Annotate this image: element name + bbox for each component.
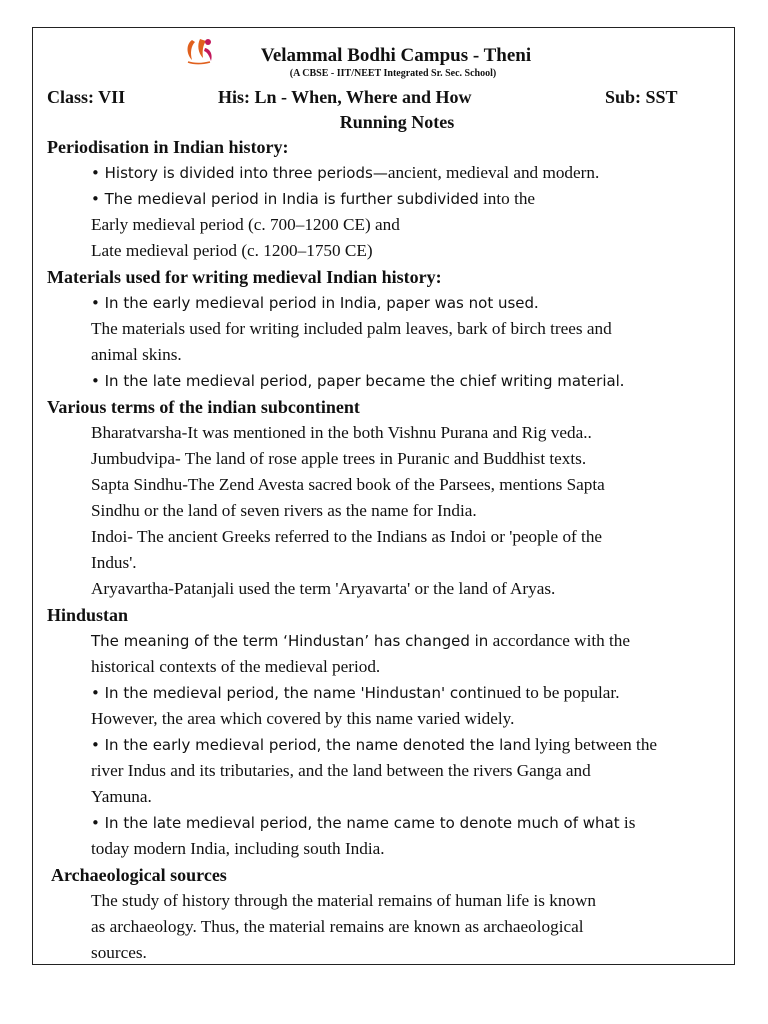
- body-text: is: [619, 813, 636, 832]
- note-line: [47, 186, 727, 212]
- note-line: [47, 420, 727, 446]
- body-text: Late medieval period (c. 1200–1750 CE): [91, 241, 373, 260]
- note-line: [47, 342, 727, 368]
- body-text: Sindhu or the land of seven rivers as the name for India.: [91, 501, 477, 520]
- note-line: [47, 888, 727, 914]
- section: [47, 394, 727, 602]
- body-text: However, the area which covered by this name varied widely.: [91, 709, 515, 728]
- body-text: .: [619, 371, 625, 390]
- emphasis-text: • In the late medieval period, paper became the chief writing material: [91, 372, 620, 390]
- note-line: [47, 914, 727, 940]
- note-line: [47, 654, 727, 680]
- emphasis-text: • In the early medieval period in India, paper was not used: [91, 294, 535, 312]
- body-text: Yamuna.: [91, 787, 152, 806]
- body-text: sources.: [91, 943, 147, 962]
- note-line: [47, 446, 727, 472]
- note-line: [47, 758, 727, 784]
- body-text: d lying between the: [521, 735, 658, 754]
- lesson-label: His: Ln - When, Where and How: [218, 87, 472, 107]
- body-text: The study of history through the material remains of human life is known: [91, 891, 597, 910]
- section-heading: Archaeological sources: [51, 865, 227, 885]
- section-heading: Hindustan: [47, 605, 129, 625]
- body-text: Aryavartha-Patanjali used the term 'Aryavarta' or the land of Aryas.: [91, 579, 556, 598]
- section-heading: Periodisation in Indian history:: [47, 137, 289, 157]
- body-text: Bharatvarsha-It was mentioned in the both Vishnu Purana and Rig veda..: [91, 423, 592, 442]
- body-text: accordance with the: [488, 631, 631, 650]
- emphasis-text: • In the early medieval period, the name denoted the lan: [91, 736, 522, 754]
- section: [47, 602, 727, 862]
- body-text: ancient, medieval and modern.: [387, 163, 600, 182]
- school-affiliation: (A CBSE - IIT/NEET Integrated Sr. Sec. School): [289, 68, 497, 79]
- body-text: animal skins.: [91, 345, 182, 364]
- emphasis-text: • In the late medieval period, the name came to denote much of what: [91, 814, 620, 832]
- note-line: [47, 836, 727, 862]
- emphasis-text: • The medieval period in India is further subdivided: [91, 190, 479, 208]
- notes-body: [47, 134, 727, 966]
- note-line: [47, 524, 727, 550]
- note-line: [47, 628, 727, 654]
- section: [47, 134, 727, 264]
- body-text: Indus'.: [91, 553, 137, 572]
- body-text: Early medieval period (c. 700–1200 CE) and: [91, 215, 400, 234]
- note-line: [47, 290, 727, 316]
- body-text: Jumbudvipa- The land of rose apple trees in Puranic and Buddhist texts.: [91, 449, 587, 468]
- body-text: as archaeology. Thus, the material remains are known as archaeological: [91, 917, 584, 936]
- body-text: The materials used for writing included palm leaves, bark of birch trees and: [91, 319, 612, 338]
- section-heading: Materials used for writing medieval Indian history:: [47, 267, 442, 287]
- emphasis-text: • In the medieval period, the name 'Hindustan' contin: [91, 684, 497, 702]
- body-text: ued to be popular.: [496, 683, 620, 702]
- body-text: historical contexts of the medieval period.: [91, 657, 381, 676]
- body-text: .: [534, 293, 539, 312]
- subject-label: Sub: SST: [605, 87, 678, 107]
- note-line: [47, 576, 727, 602]
- note-line: [47, 316, 727, 342]
- note-line: [47, 706, 727, 732]
- note-line: [47, 368, 727, 394]
- body-text: into the: [478, 189, 536, 208]
- note-line: [47, 810, 727, 836]
- emphasis-text: The meaning of the term ‘Hindustan’ has changed in: [91, 632, 489, 650]
- body-text: Indoi- The ancient Greeks referred to the Indians as Indoi or 'people of the: [91, 527, 603, 546]
- note-line: [47, 498, 727, 524]
- body-text: today modern India, including south India.: [91, 839, 385, 858]
- section: [47, 862, 727, 966]
- note-line: [47, 940, 727, 966]
- school-name: Velammal Bodhi Campus - Theni: [260, 45, 532, 66]
- class-label: Class: VII: [47, 87, 126, 107]
- note-line: [47, 238, 727, 264]
- note-line: [47, 680, 727, 706]
- note-line: [47, 784, 727, 810]
- note-line: [47, 550, 727, 576]
- body-text: Sapta Sindhu-The Zend Avesta sacred book of the Parsees, mentions Sapta: [91, 475, 605, 494]
- section-heading: Various terms of the indian subcontinent: [47, 397, 360, 417]
- note-line: [47, 212, 727, 238]
- note-line: [47, 732, 727, 758]
- notes-title: Running Notes: [339, 112, 455, 132]
- note-line: [47, 472, 727, 498]
- section: [47, 264, 727, 394]
- note-line: [47, 160, 727, 186]
- body-text: river Indus and its tributaries, and the land between the rivers Ganga and: [91, 761, 591, 780]
- emphasis-text: • History is divided into three periods—: [91, 164, 388, 182]
